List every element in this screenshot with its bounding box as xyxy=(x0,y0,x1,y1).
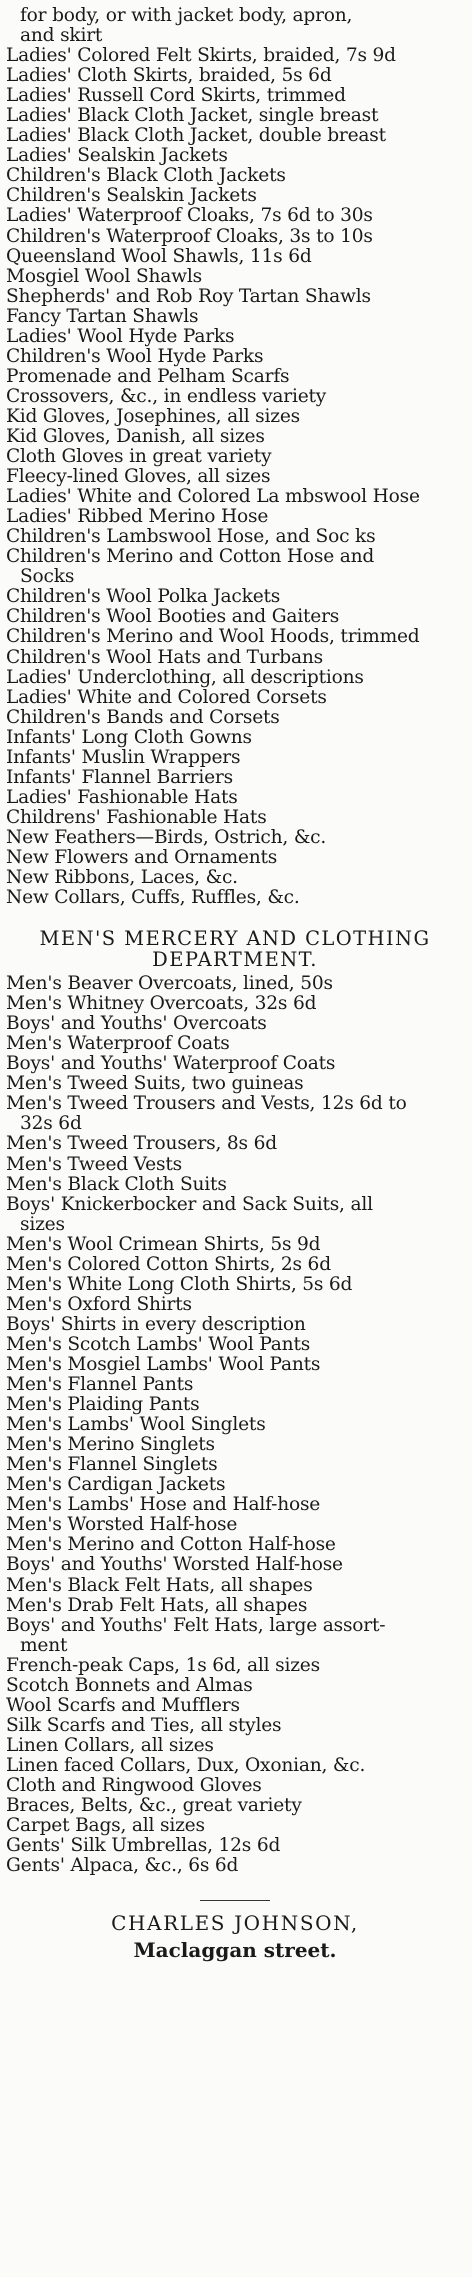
list-item: Ladies' White and Colored Corsets xyxy=(6,687,327,708)
list-item: New Flowers and Ornaments xyxy=(6,847,278,868)
list-item: Men's Whitney Overcoats, 32s 6d xyxy=(6,994,317,1015)
list-item: Children's Lambswool Hose, and Soc ks xyxy=(6,527,376,548)
list-item: sizes xyxy=(20,1214,65,1235)
list-item: Silk Scarfs and Ties, all styles xyxy=(6,1715,282,1736)
list-item: Ladies' Wool Hyde Parks xyxy=(6,326,235,347)
list-item: Boys' Knickerbocker and Sack Suits, all xyxy=(6,1194,373,1215)
list-item: Ladies' Sealskin Jackets xyxy=(6,146,228,167)
list-item: Men's Mosgiel Lambs' Wool Pants xyxy=(6,1355,321,1375)
list-item: Boys' and Youths' Felt Hats, large assort- xyxy=(6,1615,386,1636)
list-item: Gents' Silk Umbrellas, 12s 6d xyxy=(6,1836,281,1857)
ladies-goods-list xyxy=(6,6,464,908)
list-item: Kid Gloves, Josephines, all sizes xyxy=(6,406,300,427)
list-item: Braces, Belts, &c., great variety xyxy=(6,1796,302,1817)
list-item: Men's Tweed Suits, two guineas xyxy=(6,1074,304,1095)
list-item: Men's Flannel Singlets xyxy=(6,1455,218,1476)
list-item: Linen faced Collars, Dux, Oxonian, &c. xyxy=(6,1755,366,1776)
list-item: New Collars, Cuffs, Ruffles, &c. xyxy=(6,888,300,909)
list-item: Scotch Bonnets and Almas xyxy=(6,1675,253,1696)
list-item: Men's Wool Crimean Shirts, 5s 9d xyxy=(6,1234,321,1255)
list-item: Ladies' Black Cloth Jacket, single breast xyxy=(6,106,379,127)
list-item: Kid Gloves, Danish, all sizes xyxy=(6,426,265,447)
list-item: Men's Scotch Lambs' Wool Pants xyxy=(6,1334,311,1355)
list-item: Men's Drab Felt Hats, all shapes xyxy=(6,1595,308,1616)
list-item: Boys' and Youths' Overcoats xyxy=(6,1014,267,1035)
list-item: Children's Sealskin Jackets xyxy=(6,186,257,207)
list-item: Men's Black Felt Hats, all shapes xyxy=(6,1575,313,1596)
list-item: Childrens' Fashionable Hats xyxy=(6,807,267,828)
list-item: French-peak Caps, 1s 6d, all sizes xyxy=(6,1655,320,1676)
list-item: New Feathers—Birds, Ostrich, &c. xyxy=(6,827,327,848)
list-item: 32s 6d xyxy=(20,1114,82,1135)
list-item: Children's Wool Hyde Parks xyxy=(6,346,264,367)
list-item: Men's Waterproof Coats xyxy=(6,1034,230,1055)
divider-rule xyxy=(200,1900,270,1901)
list-item: Linen Collars, all sizes xyxy=(6,1735,214,1756)
merchant-name: CHARLES JOHNSON, xyxy=(111,1911,359,1936)
list-item: Men's White Long Cloth Shirts, 5s 6d xyxy=(6,1274,353,1295)
list-item: Wool Scarfs and Mufflers xyxy=(6,1695,240,1716)
list-item: Queensland Wool Shawls, 11s 6d xyxy=(6,246,312,267)
list-item: Cloth and Ringwood Gloves xyxy=(6,1775,262,1796)
list-item: Ladies' Fashionable Hats xyxy=(6,787,238,808)
list-item: Infants' Muslin Wrappers xyxy=(6,747,241,768)
list-item: Men's Merino Singlets xyxy=(6,1435,215,1456)
signature-block xyxy=(6,1911,464,1963)
list-item: Crossovers, &c., in endless variety xyxy=(6,386,327,407)
section-heading: MEN'S MERCERY AND CLOTHING xyxy=(39,927,431,951)
list-item: Children's Wool Hats and Turbans xyxy=(6,647,323,668)
list-item: Children's Bands and Corsets xyxy=(6,707,280,728)
list-item: Men's Lambs' Wool Singlets xyxy=(6,1415,266,1436)
list-item: Boys' and Youths' Waterproof Coats xyxy=(6,1054,336,1075)
list-item: ment xyxy=(20,1635,68,1656)
list-item: Promenade and Pelham Scarfs xyxy=(6,366,290,387)
list-item: Men's Beaver Overcoats, lined, 50s xyxy=(6,974,333,995)
list-item: Men's Colored Cotton Shirts, 2s 6d xyxy=(6,1254,331,1275)
list-item: Men's Plaiding Pants xyxy=(6,1395,200,1416)
list-item: for body, or with jacket body, apron, xyxy=(20,6,353,26)
list-item: Boys' Shirts in every description xyxy=(6,1314,306,1335)
list-item: New Ribbons, Laces, &c. xyxy=(6,868,238,889)
section-subheading: DEPARTMENT. xyxy=(152,948,318,972)
list-item: Ladies' Colored Felt Skirts, braided, 7s 9d xyxy=(6,46,396,67)
list-item: Shepherds' and Rob Roy Tartan Shawls xyxy=(6,286,371,307)
list-item: Infants' Flannel Barriers xyxy=(6,767,233,788)
list-item: Fleecy-lined Gloves, all sizes xyxy=(6,467,271,488)
list-item: Men's Merino and Cotton Half-hose xyxy=(6,1535,336,1556)
list-item: Children's Merino and Cotton Hose and xyxy=(6,547,375,568)
list-item: Children's Waterproof Cloaks, 3s to 10s xyxy=(6,226,373,247)
list-item: Ladies' White and Colored La mbswool Hose xyxy=(6,487,420,508)
list-item: Ladies' Black Cloth Jacket, double breast xyxy=(6,126,386,147)
list-item: Ladies' Waterproof Cloaks, 7s 6d to 30s xyxy=(6,206,373,227)
list-item: Gents' Alpaca, &c., 6s 6d xyxy=(6,1856,239,1877)
list-item: Carpet Bags, all sizes xyxy=(6,1816,205,1837)
list-item: Men's Flannel Pants xyxy=(6,1375,194,1396)
list-item: Children's Black Cloth Jackets xyxy=(6,166,286,187)
list-item: Ladies' Underclothing, all descriptions xyxy=(6,667,364,688)
mens-department-section xyxy=(6,928,464,1876)
list-item: Men's Tweed Vests xyxy=(6,1154,182,1175)
list-item: Men's Black Cloth Suits xyxy=(6,1174,227,1195)
list-item: Children's Wool Booties and Gaiters xyxy=(6,607,340,628)
list-item: Boys' and Youths' Worsted Half-hose xyxy=(6,1555,343,1576)
list-item: Men's Cardigan Jackets xyxy=(6,1475,226,1496)
merchant-address: Maclaggan street. xyxy=(133,1938,337,1963)
list-item: Men's Tweed Trousers, 8s 6d xyxy=(6,1134,277,1155)
list-item: Children's Merino and Wool Hoods, trimmed xyxy=(6,627,420,648)
list-item: Ladies' Ribbed Merino Hose xyxy=(6,507,269,528)
list-item: Ladies' Russell Cord Skirts, trimmed xyxy=(6,86,346,107)
list-item: and skirt xyxy=(20,26,103,47)
list-item: Men's Lambs' Hose and Half-hose xyxy=(6,1495,321,1516)
list-item: Men's Oxford Shirts xyxy=(6,1294,192,1315)
list-item: Fancy Tartan Shawls xyxy=(6,306,199,327)
list-item: Infants' Long Cloth Gowns xyxy=(6,727,252,748)
list-item: Children's Wool Polka Jackets xyxy=(6,587,281,608)
list-item: Men's Worsted Half-hose xyxy=(6,1515,238,1536)
list-item: Mosgiel Wool Shawls xyxy=(6,266,202,287)
list-item: Men's Tweed Trousers and Vests, 12s 6d to xyxy=(6,1094,407,1115)
list-item: Cloth Gloves in great variety xyxy=(6,447,272,468)
list-item: Ladies' Cloth Skirts, braided, 5s 6d xyxy=(6,66,332,87)
list-item: Socks xyxy=(20,567,75,588)
